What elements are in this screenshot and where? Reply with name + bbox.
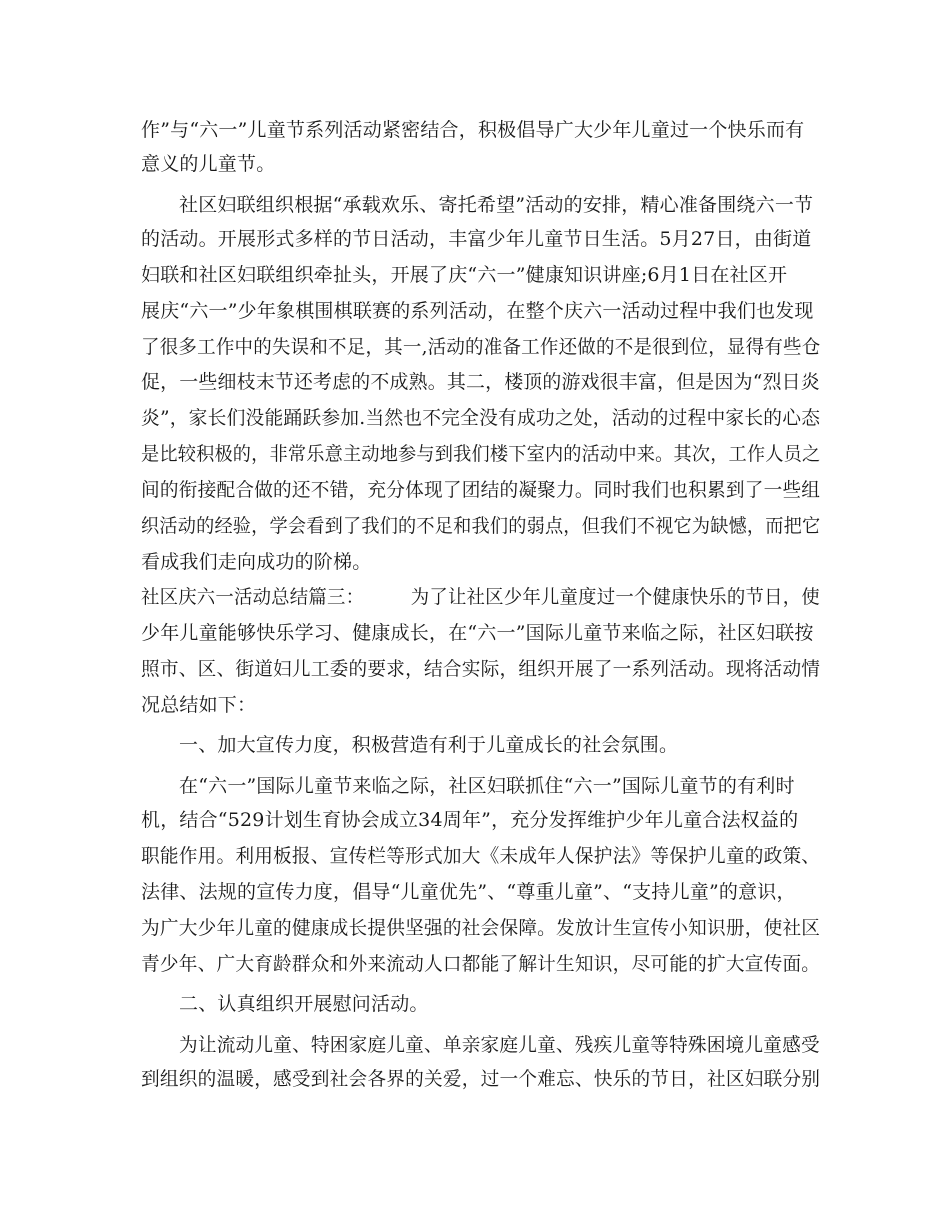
paragraph-start-line: 在“六一”国际儿童节来临之际，社区妇联抓住“六一”国际儿童节的有利时 bbox=[179, 775, 795, 797]
text-line: 了很多工作中的失误和不足，其一,活动的准备工作还做的不是很到位，显得有些仓 bbox=[141, 336, 821, 358]
text-line: 为广大少年儿童的健康成长提供坚强的社会保障。发放计生宣传小知识册，使社区 bbox=[141, 917, 821, 939]
text-line: 作”与“六一”儿童节系列活动紧密结合，积极倡导广大少年儿童过一个快乐而有 bbox=[141, 119, 805, 141]
text-line: 况总结如下： bbox=[141, 694, 257, 716]
text-line: 照市、区、街道妇儿工委的要求，结合实际，组织开展了一系列活动。现将活动情 bbox=[141, 658, 821, 680]
text-line: 间的衔接配合做的还不错，充分体现了团结的凝聚力。同时我们也积累到了一些组 bbox=[141, 479, 821, 501]
text-line: 炎”，家长们没能踊跃参加.当然也不完全没有成功之处，活动的过程中家长的心态 bbox=[141, 407, 821, 429]
text-line: 职能作用。利用板报、宣传栏等形式加大《未成年人保护法》等保护儿童的政策、 bbox=[141, 845, 821, 867]
text-line: 织活动的经验，学会看到了我们的不足和我们的弱点，但我们不视它为缺憾，而把它 bbox=[141, 515, 821, 537]
paragraph-start-line: 社区妇联组织根据“承载欢乐、寄托希望”活动的安排，精心准备围绕六一节 bbox=[179, 194, 814, 216]
text-line: 意义的儿童节。 bbox=[141, 153, 276, 175]
text-line: 到组织的温暖，感受到社会各界的关爱，过一个难忘、快乐的节日，社区妇联分别 bbox=[141, 1068, 821, 1090]
subheading-line: 二、认真组织开展慰问活动。 bbox=[179, 993, 429, 1015]
text-line: 妇联和社区妇联组织牵扯头，开展了庆“六一”健康知识讲座;6月1日在社区开 bbox=[141, 264, 788, 286]
text-line: 展庆“六一”少年象棋围棋联赛的系列活动，在整个庆六一活动过程中我们也发现 bbox=[141, 300, 814, 322]
text-line: 促，一些细枝末节还考虑的不成熟。其二，楼顶的游戏很丰富，但是因为“烈日炎 bbox=[141, 371, 820, 393]
text-line: 看成我们走向成功的阶梯。 bbox=[141, 551, 372, 573]
text-line: 机，结合“529计划生育协会成立34周年”，充分发挥维护少年儿童合法权益的 bbox=[141, 809, 799, 831]
text-line: 是比较积极的，非常乐意主动地参与到我们楼下室内的活动中来。其次，工作人员之 bbox=[141, 443, 821, 465]
paragraph-start-line: 为让流动儿童、特困家庭儿童、单亲家庭儿童、残疾儿童等特殊困境儿童感受 bbox=[179, 1034, 820, 1056]
text-line: 法律、法规的宣传力度，倡导“儿童优先”、“尊重儿童”、“支持儿童”的意识， bbox=[141, 881, 796, 903]
text-line: 的活动。开展形式多样的节日活动，丰富少年儿童节日生活。5月27日，由街道 bbox=[141, 228, 812, 250]
text-line: 少年儿童能够快乐学习、健康成长，在“六一”国际儿童节来临之际，社区妇联按 bbox=[141, 622, 814, 644]
text-line: 青少年、广大育龄群众和外来流动人口都能了解计生知识，尽可能的扩大宣传面。 bbox=[141, 953, 821, 975]
section-heading-line: 社区庆六一活动总结篇三： 为了让社区少年儿童度过一个健康快乐的节日，使 bbox=[141, 586, 820, 608]
subheading-line: 一、加大宣传力度，积极营造有利于儿童成长的社会氛围。 bbox=[179, 734, 679, 756]
